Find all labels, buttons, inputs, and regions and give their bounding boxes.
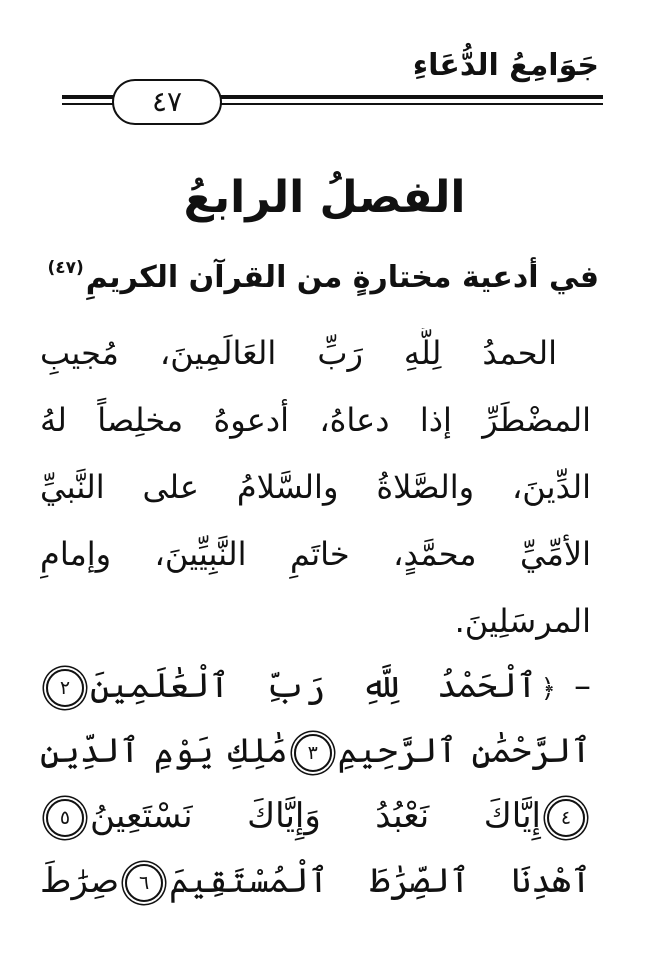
verse-line-2 [40, 723, 591, 779]
intro-line-1: الحمدُ لِلَّهِ رَبِّ العَالَمِينَ، مُجيبِ [40, 334, 557, 372]
verse-text: صِرَٰطَ [40, 861, 120, 901]
list-dash: – [574, 666, 591, 706]
verse-line-1 [40, 658, 591, 717]
intro-line-5: المرسَلِينَ. [454, 602, 591, 640]
page-number: ٤٧ [112, 79, 222, 125]
verse-text: مَٰلِكِ يَوْمِ ٱلدِّينِ [40, 731, 288, 771]
verse-text: ٱلْحَمْدُ لِلَّهِ رَبِّ ٱلْعَٰلَمِينَ [90, 666, 537, 706]
verse-text: إِيَّاكَ نَعْبُدُ وَإِيَّاكَ نَسْتَعِينُ [90, 796, 541, 836]
intro-line-4: الأمِّيِّ محمَّدٍ، خاتَمِ النَّبِيِّينَ، وإمامِ [40, 535, 591, 573]
verse-number-marker: ٥ [46, 799, 84, 837]
verse-number-marker: ٢ [46, 669, 84, 707]
chapter-subtitle-text: في أدعية مختارةٍ من القرآن الكريمِ [85, 260, 599, 295]
chapter-title: الفصلُ الرابعُ [183, 172, 466, 223]
verse-number-marker: ٣ [294, 734, 332, 772]
running-title: جَوَامِعُ الدُّعَاءِ [412, 48, 599, 83]
chapter-subtitle [47, 246, 599, 300]
verse-text: ٱهْدِنَا ٱلصِّرَٰطَ ٱلْمُسْتَقِيمَ [169, 861, 591, 901]
verse-text: ٱلرَّحْمَٰنِ ٱلرَّحِيمِ [337, 731, 591, 771]
verse-number-marker: ٤ [547, 799, 585, 837]
verse-line-3 [40, 788, 591, 844]
verse-line-4 [40, 853, 591, 909]
verse-number-marker: ٦ [125, 864, 163, 902]
verse-open-ornament: ﴿ [540, 674, 556, 704]
intro-line-2: المضْطَرِّ إذا دعاهُ، أدعوهُ مخلِصاً لهُ [40, 401, 591, 439]
footnote-reference: (٤٧) [47, 258, 84, 278]
intro-line-3: الدِّينَ، والصَّلاةُ والسَّلامُ على النَّبيِّ [40, 468, 591, 506]
